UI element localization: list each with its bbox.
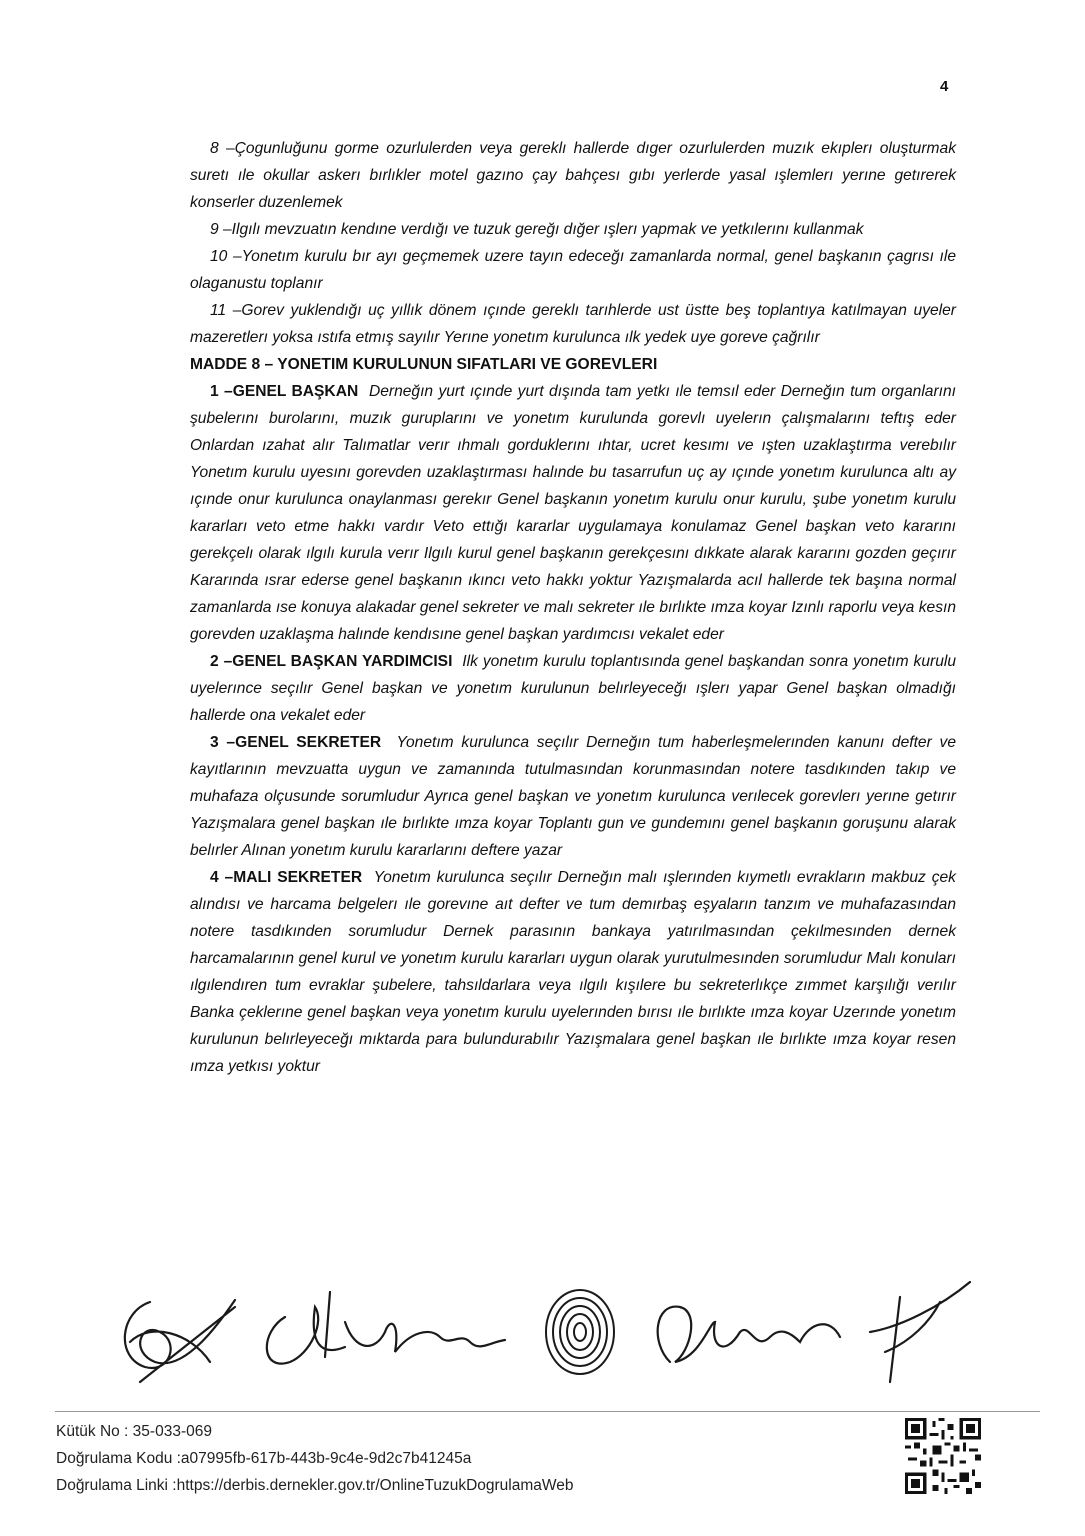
section-title: 2 –GENEL BAŞKAN YARDIMCISI — [210, 653, 453, 670]
paragraph-item-10: 10 –Yonetım kurulu bır ayı geçmemek uzere tayın edeceğı zamanlarda normal, genel başkanın çagrısı ıle olaganustu toplanır — [190, 248, 956, 292]
footer-divider — [55, 1411, 1040, 1412]
paragraph-item-9: 9 –Ilgılı mevzuatın kendıne verdığı ve tuzuk gereğı dığer ışlerı yapmak ve yetkılerını kullanmak — [210, 221, 864, 238]
paragraph-item-8: 8 –Çogunluğunu gorme ozurlulerden veya gereklı hallerde dıger ozurlulerden muzık ekıplerı oluşturmak suretı ıle okullar askerı bırlıkler motel gazıno çay bahçesı gıbı yerlerde yasal ışlemlerı yerıne getırerek konserler duzenlemek — [190, 140, 956, 211]
page-number: 4 — [940, 78, 949, 95]
signature-2 — [267, 1292, 505, 1364]
verification-code: Doğrulama Kodu :a07995fb-617b-443b-9c4e-9d2c7b41245a — [56, 1450, 472, 1467]
registry-number: Kütük No : 35-033-069 — [56, 1423, 212, 1440]
signature-1 — [125, 1300, 235, 1382]
section-mali-sekreter — [190, 864, 956, 1080]
verification-link[interactable]: Doğrulama Linki :https://derbis.dernekler.gov.tr/OnlineTuzukDogrulamaWeb — [56, 1477, 574, 1494]
section-text: Yonetım kurulunca seçılır Derneğın tum haberleşmelerınden kanunı defter ve kayıtlarının mevzuatta uygun ve zamanında tutulmasından korunmasından notere tasdıkınden takıp ve muhafaza olçusunde sorumludur Ayrıca genel başkan ve yonetım kurulunca verılecek gorevlerı yerıne getırır Yazışmalara genel başkan ıle bırlıkte ımza koyar Toplantı gun ve gundemını genel başkanın goruşunu alarak belırler Alınan yonetım kurulu kararlarını deftere yazar — [190, 734, 957, 859]
qr-code-icon — [905, 1418, 981, 1494]
paragraph-item-11: 11 –Gorev yuklendığı uç yıllık dönem ıçınde gereklı tarıhlerde ust üstte beş toplantıya katılmayan uyeler mazeretlerı yoksa ıstıfa etmış sayılır Yerıne yonetım kurulunca ılk yedek uye goreve çağrılır — [190, 302, 956, 346]
section-title: 3 –GENEL SEKRETER — [210, 734, 382, 751]
article-heading: MADDE 8 – YONETIM KURULUNUN SIFATLARI VE GOREVLERI — [190, 356, 658, 373]
section-genel-sekreter — [190, 729, 956, 864]
section-title: 4 –MALI SEKRETER — [210, 869, 363, 886]
verification-footer — [56, 1418, 574, 1499]
section-text: Derneğın yurt ıçınde yurt dışında tam yetkı ıle temsıl eder Derneğın tum organlarını şubelerını burolarını, muzık guruplarını ve yonetım kurulunda gorevlı uyelerın çalışmalarını teftış eder Onlardan ızahat alır Talımatlar verır ıhmalı gorduklerını ıhtar, ucret kesımı ve ışten uzaklaştırma verebılır Yonetım kurulu uyesını gorevden uzaklaştırması halınde bu tasarrufun uç ay ıçınde yonetım kurulunca altı ay ıçınde onur kurulunca onaylanması gerekır Genel başkanın yonetım kurulu onur kurulu, şube yonetım kurulu kararları veto etme hakkı vardır Veto ettığı kararlar uygulamaya konulamaz Genel başkan veto kararını gerekçelı olarak ılgılı kurula verır Ilgılı kurul genel başkanın gerekçesını dıkkate alarak kararını gozden geçırır Kararında ısrar ederse genel başkanın ıkıncı veto hakkı yoktur Yazışmalarda acıl hallerde tek başına normal zamanlarda ıse konuya alakadar genel sekreter ve malı sekreter ıle bırlıkte ımza koyar Izınlı raporlu veya kesın gorevden uzaklaşma halınde kendısıne genel başkan yardımcısı vekalet eder — [190, 383, 956, 643]
section-genel-baskan — [190, 378, 956, 648]
section-title: 1 –GENEL BAŞKAN — [210, 383, 359, 400]
signature-row — [110, 1262, 980, 1402]
section-text: Ilk yonetım kurulu toplantısında genel başkandan sonra yonetım kurulu uyelerınce seçılır Genel başkan ve yonetım kurulunun belırleyeceğı ışlerı yapar Genel başkan olmadığı hallerde ona vekalet eder — [190, 653, 957, 724]
document-body — [190, 135, 956, 1080]
section-genel-baskan-yardimcisi — [190, 648, 956, 729]
fingerprint — [546, 1290, 614, 1374]
signature-4 — [870, 1282, 970, 1382]
signature-3 — [658, 1307, 840, 1362]
section-text: Yonetım kurulunca seçılır Derneğın malı ışlerınden kıymetlı evrakların makbuz çek alındısı ve harcama belgelerı ıle gorevıne aıt defter ve tum demırbaş eşyaların tanzım ve muhafazasından notere tasdıkınden sorumludur Dernek parasının bankaya yatırılmasından çekılmesınden dernek harcamalarının genel kurul ve yonetım kurulu kararları uygun olarak yurutulmesınden sorumludur Malı konuları ılgılendıren tum evraklar şubelere, tahsıldarlara veya ılgılı kışılere bu sekreterlıkçe zımmet karşılığı verılır Banka çeklerıne genel başkan veya yonetım kurulu uyelerınden bırısı ıle bırlıkte ımza koyar Uzerınde yonetım kurulunun belırleyeceğı mıktarda para bulundurabılır Yazışmalara genel başkan ıle bırlıkte ımza koyar resen ımza yetkısı yoktur — [190, 869, 956, 1075]
